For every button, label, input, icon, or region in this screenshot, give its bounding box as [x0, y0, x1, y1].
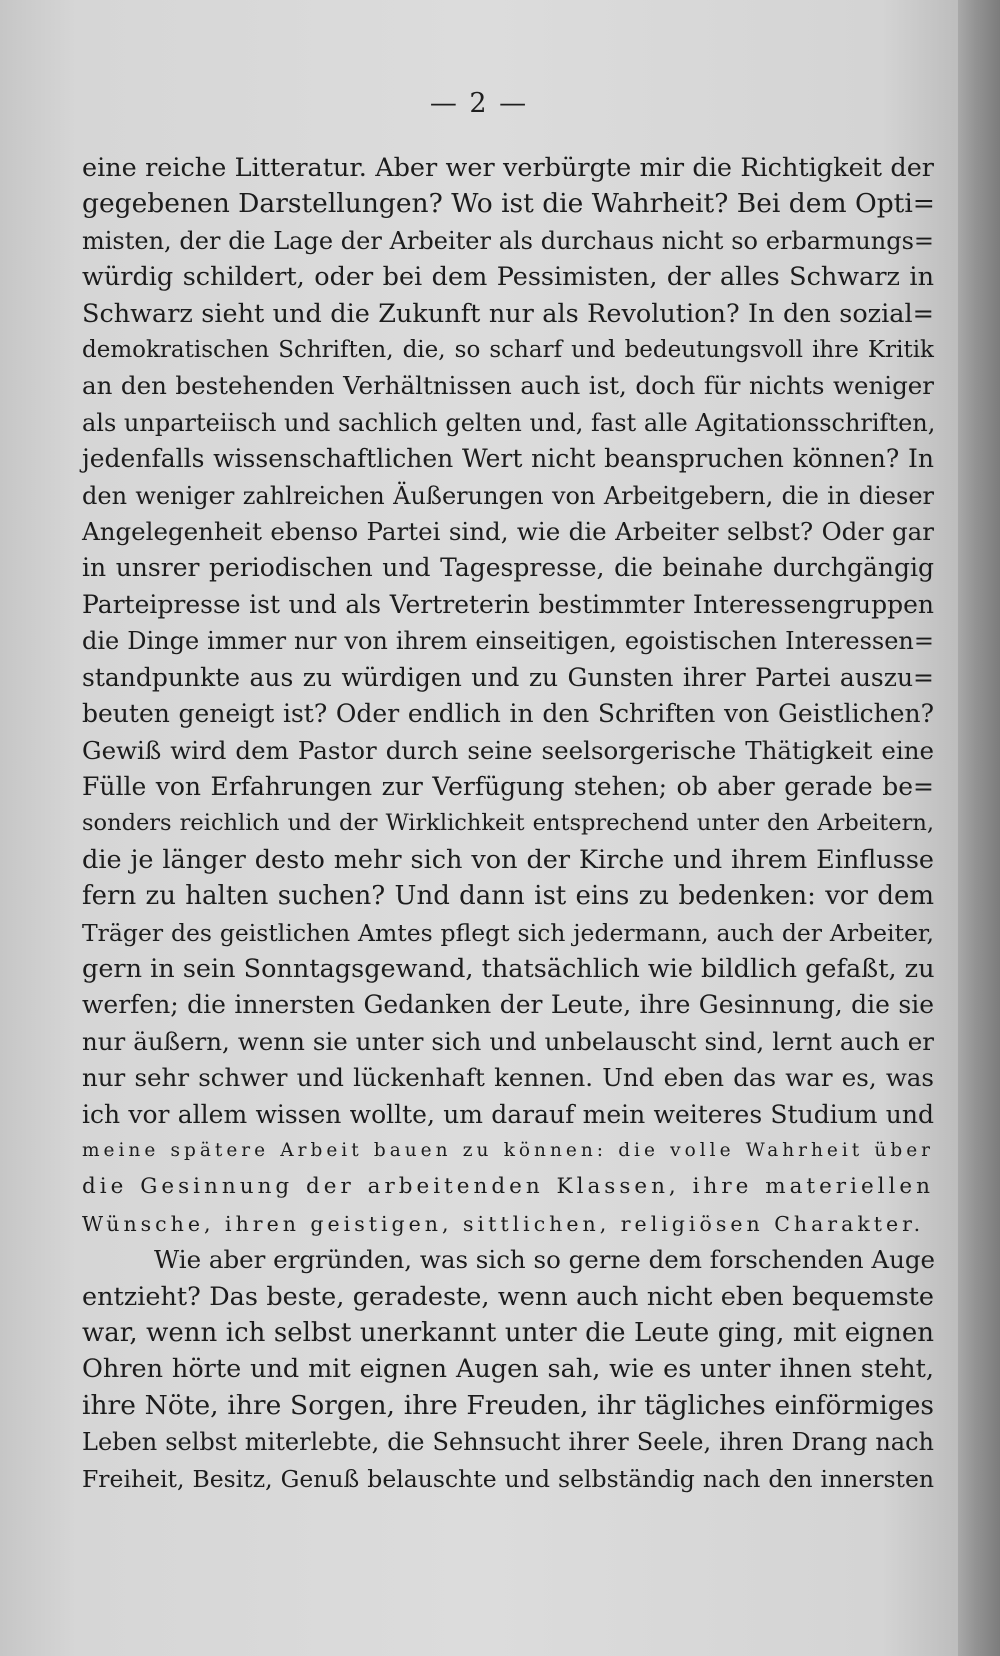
text-line: Parteipresse ist und als Vertreterin bestimmter Interessengruppen — [82, 589, 934, 619]
text-line-emphasized: Wünsche, ihren geistigen, sittlichen, religiösen Charakter. — [82, 1211, 925, 1236]
text-line: war, wenn ich selbst unerkannt unter die Leute ging, mit eignen — [82, 1318, 934, 1348]
text-line: werfen; die innersten Gedanken der Leute, ihre Gesinnung, die sie — [82, 990, 934, 1020]
text-line: gegebenen Darstellungen? Wo ist die Wahrheit? Bei dem Opti= — [82, 188, 936, 220]
text-line: nur sehr schwer und lückenhaft kennen. Und eben das war es, was — [82, 1063, 934, 1093]
text-line: Leben selbst miterlebte, die Sehnsucht ihrer Seele, ihren Drang nach — [82, 1428, 934, 1457]
text-line-emphasized: meine spätere Arbeit bauen zu können: die volle Wahrheit über — [82, 1139, 934, 1161]
paragraph-start-line: Wie aber ergründen, was sich so gerne dem forschenden Auge — [154, 1245, 936, 1275]
page-edge-shadow — [958, 0, 1000, 1656]
text-line: Fülle von Erfahrungen zur Verfügung stehen; ob aber gerade be= — [82, 771, 934, 801]
text-line: Freiheit, Besitz, Genuß belauschte und selbständig nach den innersten — [82, 1464, 934, 1493]
text-line: in unsrer periodischen und Tagespresse, die beinahe durchgängig — [82, 553, 934, 583]
text-line: misten, der die Lage der Arbeiter als durchaus nicht so erbarmungs= — [82, 226, 934, 255]
text-line: Träger des geistlichen Amtes pflegt sich jedermann, auch der Arbeiter, — [82, 918, 934, 947]
text-line: fern zu halten suchen? Und dann ist eins zu bedenken: vor dem — [82, 881, 934, 912]
text-line: Ohren hörte und mit eignen Augen sah, wie es unter ihnen steht, — [82, 1354, 934, 1385]
text-line: demokratischen Schriften, die, so scharf und bedeutungsvoll ihre Kritik — [82, 337, 934, 364]
text-line: beuten geneigt ist? Oder endlich in den Schriften von Geistlichen? — [82, 699, 934, 729]
text-line: ihre Nöte, ihre Sorgen, ihre Freuden, ihr tägliches einförmiges — [82, 1389, 934, 1421]
text-line: Angelegenheit ebenso Partei sind, wie die Arbeiter selbst? Oder gar — [82, 517, 934, 547]
text-line: als unparteiisch und sachlich gelten und, fast alle Agitationsschriften, — [82, 408, 936, 437]
text-line-emphasized: die Gesinnung der arbeitenden Klassen, ihre materiellen — [82, 1174, 934, 1200]
text-line: standpunkte aus zu würdigen und zu Gunsten ihrer Partei auszu= — [82, 662, 934, 692]
text-line: gern in sein Sonntagsgewand, thatsächlich wie bildlich gefaßt, zu — [82, 953, 935, 984]
text-line: würdig schildert, oder bei dem Pessimisten, der alles Schwarz in — [82, 262, 934, 293]
text-line: sonders reichlich und der Wirklichkeit entsprechend unter den Arbeitern, — [82, 810, 934, 837]
text-line: jedenfalls wissenschaftlichen Wert nicht beanspruchen können? In — [82, 444, 934, 474]
text-line: ich vor allem wissen wollte, um darauf mein weiteres Studium und — [82, 1099, 934, 1129]
body-text — [82, 150, 934, 1497]
text-line: entzieht? Das beste, geradeste, wenn auch nicht eben bequemste — [82, 1281, 934, 1312]
text-line: eine reiche Litteratur. Aber wer verbürgte mir die Richtigkeit der — [82, 153, 934, 183]
text-line: Schwarz sieht und die Zukunft nur als Revolution? In den sozial= — [82, 298, 934, 329]
text-line: nur äußern, wenn sie unter sich und unbelauscht sind, lernt auch er — [82, 1026, 934, 1056]
text-line: an den bestehenden Verhältnissen auch ist, doch für nichts weniger — [82, 371, 934, 401]
text-line: die je länger desto mehr sich von der Kirche und ihrem Einflusse — [82, 844, 934, 875]
text-line: den weniger zahlreichen Äußerungen von Arbeitgebern, die in dieser — [82, 481, 934, 510]
text-line: die Dinge immer nur von ihrem einseitigen, egoistischen Interessen= — [82, 627, 934, 656]
page-number: — 2 — — [429, 88, 529, 119]
text-line: Gewiß wird dem Pastor durch seine seelsorgerische Thätigkeit eine — [82, 735, 934, 765]
